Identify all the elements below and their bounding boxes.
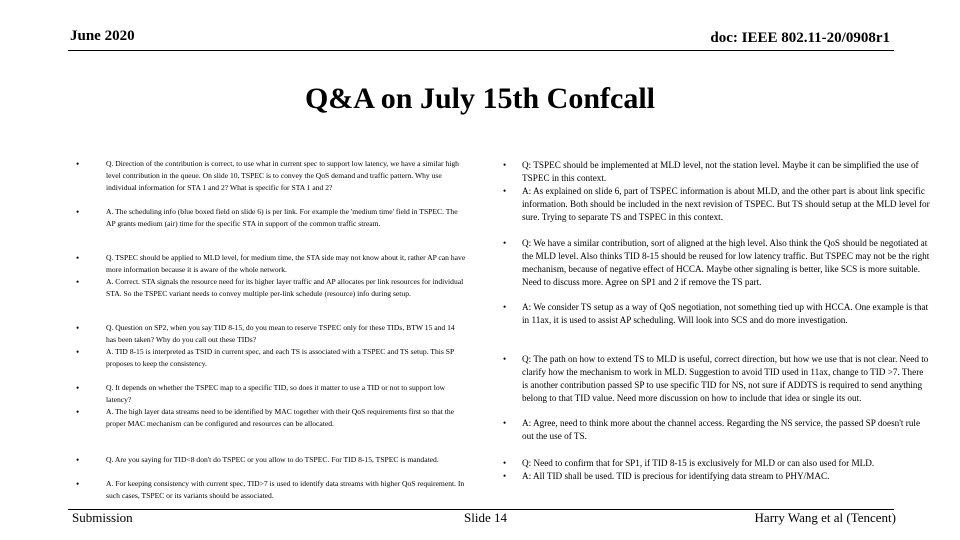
bullet-icon: • <box>76 407 80 417</box>
qa-item <box>503 159 931 185</box>
footer-slide-number: Slide 14 <box>464 510 507 525</box>
qa-text: A: All TID shall be used. TID is precious for identifying data stream to PHY/MAC. <box>522 471 830 481</box>
qa-item <box>503 237 931 289</box>
bullet-icon: • <box>503 471 507 481</box>
qa-item <box>76 276 466 300</box>
bullet-icon: • <box>503 186 507 196</box>
qa-text: Q: Need to confirm that for SP1, if TID 8-15 is exclusively for MLD or can also used for MLD. <box>522 458 875 468</box>
qa-item <box>503 353 931 405</box>
footer-submission: Submission <box>72 510 133 525</box>
qa-item <box>503 417 931 443</box>
qa-text: A: As explained on slide 6, part of TSPEC information is about MLD, and the other part is about link specific information. Both should be included in the next revision of TSPEC. But TS should setup at the MLD level for sure. Trying to separate TS and TSPEC in this context. <box>522 186 930 222</box>
bullet-icon: • <box>503 418 507 428</box>
bullet-icon: • <box>76 479 80 489</box>
qa-text: A. TID 8-15 is interpreted as TSID in current spec, and each TS is associated with a TSPEC and TS setup. This SP proposes to keep the consistency. <box>106 347 454 369</box>
qa-text: Q: We have a similar contribution, sort of aligned at the high level. Also think the QoS should be negotiated at the MLD level. Also thinks TID 8-15 should be reused for low latency traffic. But TSPEC may not be the right mechanism, because of negative effect of HCCA. Maybe other signaling is better, like SCS is more suitable. Need to discuss more. Agree on SP1 and 2 if remove the TS part. <box>522 238 930 287</box>
bullet-icon: • <box>76 159 80 169</box>
qa-item <box>503 301 931 327</box>
bullet-icon: • <box>76 347 80 357</box>
qa-text: A. Correct. STA signals the resource need for its higher layer traffic and AP allocates per link resources for individual STA. So the TSPEC variant needs to convey multiple per-link schedule (resource) info during setup. <box>106 277 464 299</box>
bullet-icon: • <box>76 383 80 393</box>
qa-item <box>76 322 466 346</box>
qa-item <box>76 206 466 230</box>
qa-text: Q: TSPEC should be implemented at MLD level, not the station level. Maybe it can be simplified the use of TSPEC in this context. <box>522 160 919 183</box>
bullet-icon: • <box>503 354 507 364</box>
bullet-icon: • <box>503 160 507 170</box>
bullet-icon: • <box>503 302 507 312</box>
qa-item <box>503 185 931 224</box>
qa-item <box>503 457 931 470</box>
qa-text: A: We consider TS setup as a way of QoS negotiation, not something tied up with HCCA. One example is that in 11ax, it is used to assist AP scheduling. Will look into SCS and do more investigation. <box>522 302 929 325</box>
bullet-icon: • <box>503 238 507 248</box>
qa-text: Q. It depends on whether the TSPEC map to a specific TID, so does it matter to use a TID or not to support low latency? <box>106 383 446 405</box>
header-divider <box>68 50 894 51</box>
qa-item <box>76 478 466 502</box>
qa-text: Q. TSPEC should be applied to MLD level, for medium time, the STA side may not know about it, rather AP can have more information because it is aware of the whole network. <box>106 253 466 275</box>
bullet-icon: • <box>76 277 80 287</box>
bullet-icon: • <box>76 323 80 333</box>
slide-title: Q&A on July 15th Confcall <box>304 82 656 115</box>
bullet-icon: • <box>76 253 80 263</box>
qa-item <box>76 406 466 430</box>
qa-text: Q. Direction of the contribution is correct, to use what in current spec to support low latency, we have a similar high level contribution in the queue. On slide 10, TSPEC is to convey the QoS demand and traffic pattern. Why use individual information for STA 1 and 2? What is specific for STA 1 and 2? <box>106 159 459 193</box>
qa-text: Q. Question on SP2, when you say TID 8-15, do you mean to reserve TSPEC only for these TIDs, BTW 15 and 14 has been taken? Why do you call out these TIDs? <box>106 323 455 345</box>
qa-item <box>503 470 931 483</box>
qa-item <box>76 382 466 406</box>
qa-item <box>76 252 466 276</box>
qa-text: Q. Are you saying for TID<8 don't do TSPEC or you allow to do TSPEC. For TID 8-15, TSPEC is mandated. <box>106 455 439 464</box>
header-date: June 2020 <box>70 28 135 44</box>
qa-item <box>76 454 466 466</box>
qa-item <box>76 346 466 370</box>
bullet-icon: • <box>76 207 80 217</box>
bullet-icon: • <box>76 455 80 465</box>
qa-text: Q: The path on how to extend TS to MLD is useful, correct direction, but how we use that is not clear. Need to clarify how the mechanism to work in MLD. Suggestion to avoid TID used in 11ax, change to TID >7. There is another contribution passed SP to use specific TID for NS, not sure if ADDTS is required to send anything belong to that TID value. Need more discussion on how to include that idea or single its out. <box>522 354 929 403</box>
qa-text: A. For keeping consistency with current spec, TID>7 is used to identify data streams with higher QoS requirement. In such cases, TSPEC or its variants should be associated. <box>106 479 465 501</box>
qa-text: A: Agree, need to think more about the channel access. Regarding the NS service, the passed SP doesn't rule out the use of TS. <box>522 418 921 441</box>
qa-text: A. The high layer data streams need to be identified by MAC together with their QoS requirements first so that the proper MAC mechanism can be configured and resources can be allocated. <box>106 407 455 429</box>
qa-item <box>76 158 466 194</box>
qa-text: A. The scheduling info (blue boxed field on slide 6) is per link. For example the 'medium time' field in TSPEC. The AP grants medium (air) time for the specific STA in support of the common traffic stream. <box>106 207 458 229</box>
footer-authors: Harry Wang et al (Tencent) <box>754 510 896 525</box>
bullet-icon: • <box>503 458 507 468</box>
header-doc-id: doc: IEEE 802.11-20/0908r1 <box>710 30 890 46</box>
